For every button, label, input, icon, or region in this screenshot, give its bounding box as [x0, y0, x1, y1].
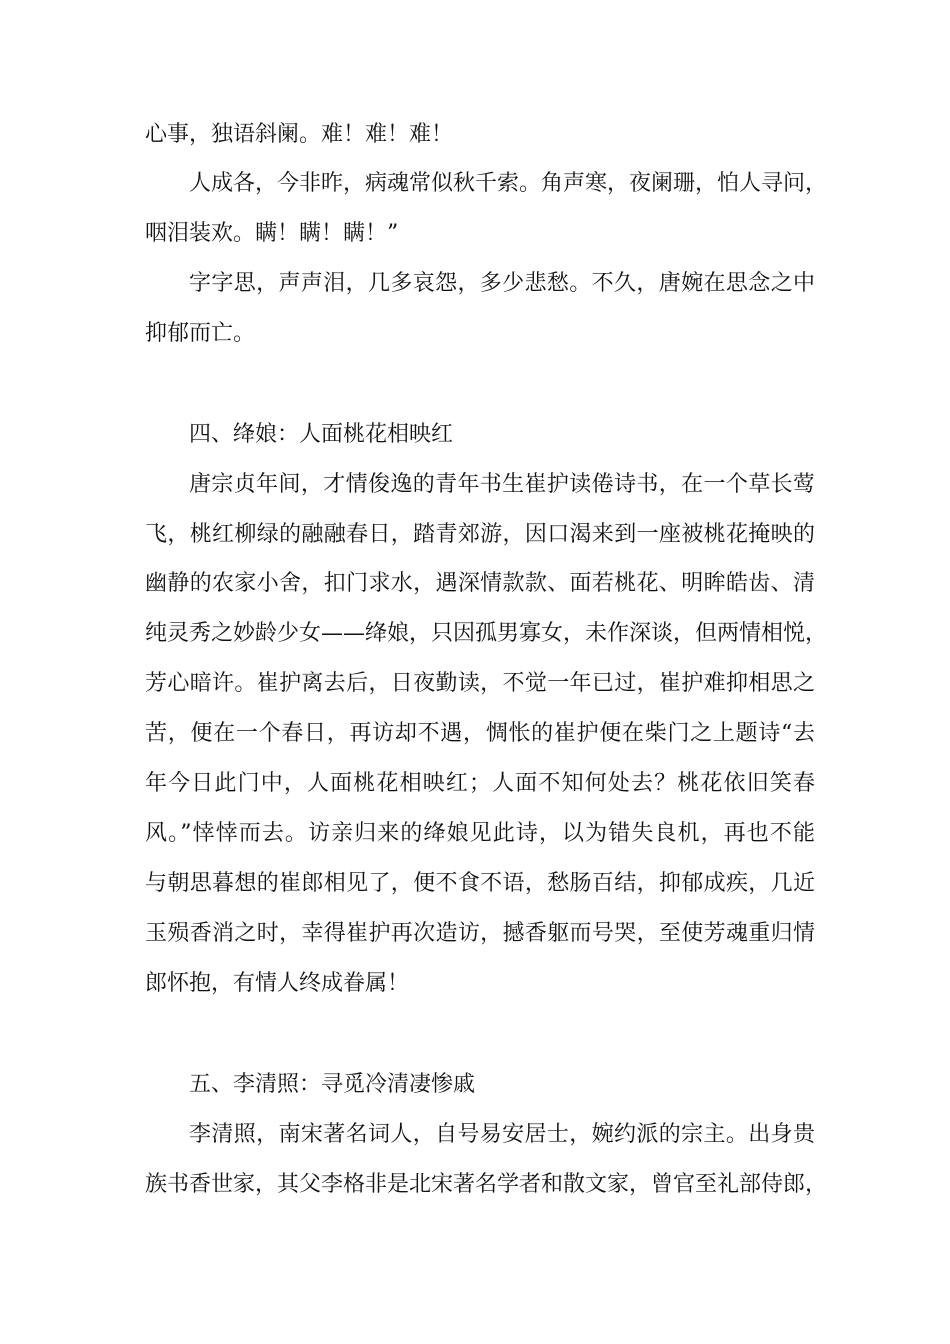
text-line: 苦，便在一个春日，再访却不遇，惆怅的崔护便在柴门之上题诗“去 — [145, 721, 815, 746]
text-line: 抑郁而亡。 — [145, 321, 256, 346]
text-line: 族书香世家，其父李格非是北宋著名学者和散文家，曾官至礼部侍郎， — [145, 1172, 828, 1197]
section-heading: 四、绛娘：人面桃花相映红 — [189, 422, 454, 447]
text-line: 飞，桃红柳绿的融融春日，踏青郊游，因口渴来到一座被桃花掩映的 — [145, 522, 815, 547]
text-line: 唐宗贞年间，才情俊逸的青年书生崔护读倦诗书，在一个草长莺 — [189, 472, 815, 497]
text-line: 芳心暗许。崔护离去后，日夜勤读，不觉一年已过，崔护难抑相思之 — [145, 671, 815, 696]
text-line: 字字思，声声泪，几多哀怨，多少悲愁。不久，唐婉在思念之中 — [189, 271, 815, 296]
text-line: 纯灵秀之妙龄少女——绛娘，只因孤男寡女，未作深谈，但两情相悦， — [145, 621, 828, 646]
section-heading: 五、李清照：寻觅冷清凄惨戚 — [189, 1072, 476, 1097]
text-line: 人成各，今非昨，病魂常似秋千索。角声寒，夜阑珊，怕人寻问， — [189, 171, 828, 196]
text-line: 李清照，南宋著名词人，自号易安居士，婉约派的宗主。出身贵 — [189, 1122, 815, 1147]
text-line: 幽静的农家小舍，扣门求水，遇深情款款、面若桃花、明眸皓齿、清 — [145, 571, 815, 596]
text-line: 咽泪装欢。瞒！瞒！瞒！” — [145, 221, 399, 246]
text-line: 郎怀抱，有情人终成眷属！ — [145, 971, 410, 996]
text-line: 心事，独语斜阑。难！难！难！ — [145, 122, 454, 147]
text-line: 玉殒香消之时，幸得崔护再次造访，撼香躯而号哭，至使芳魂重归情 — [145, 921, 815, 946]
text-line: 年今日此门中，人面桃花相映红；人面不知何处去？桃花依旧笑春 — [145, 771, 815, 796]
text-line: 与朝思暮想的崔郎相见了，便不食不语，愁肠百结，抑郁成疾，几近 — [145, 871, 815, 896]
text-line: 风。”悻悻而去。访亲归来的绛娘见此诗，以为错失良机，再也不能 — [145, 821, 815, 846]
